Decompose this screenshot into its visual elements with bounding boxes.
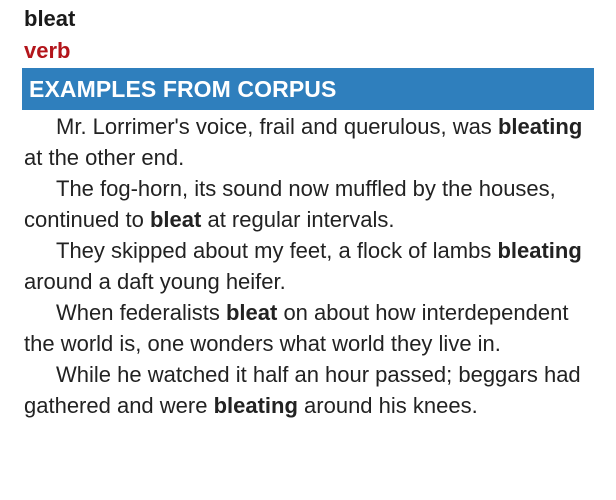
example-keyword: bleating xyxy=(213,393,298,418)
example-text: The fog-horn, its sound now muffled by the houses, continued to xyxy=(24,176,556,232)
example-text: Mr. Lorrimer's voice, frail and querulous, was xyxy=(56,114,498,139)
example-text: around a daft young heifer. xyxy=(24,269,286,294)
example-sentence xyxy=(24,297,584,359)
section-title: EXAMPLES FROM CORPUS xyxy=(29,76,337,102)
example-sentence xyxy=(24,173,584,235)
example-text: on about how interdependent the world is, one wonders what world they live in. xyxy=(24,300,569,356)
example-text: around his knees. xyxy=(297,393,478,418)
examples-list xyxy=(24,111,584,421)
example-keyword: bleating xyxy=(497,114,583,139)
example-sentence xyxy=(24,359,584,421)
example-text: at the other end. xyxy=(24,145,185,170)
example-text: They skipped about my feet, a flock of lambs xyxy=(56,238,498,263)
example-text: While he watched it half an hour passed; beggars had gathered and were xyxy=(24,362,581,418)
example-keyword: bleating xyxy=(497,238,582,263)
example-sentence xyxy=(24,235,584,297)
headword: bleat xyxy=(24,6,76,31)
part-of-speech: verb xyxy=(24,38,71,63)
example-sentence xyxy=(24,111,584,173)
example-text: at regular intervals. xyxy=(201,207,395,232)
examples-section-header[interactable] xyxy=(22,68,594,110)
example-text: When federalists xyxy=(56,300,226,325)
example-keyword: bleat xyxy=(149,207,202,232)
example-keyword: bleat xyxy=(225,300,278,325)
